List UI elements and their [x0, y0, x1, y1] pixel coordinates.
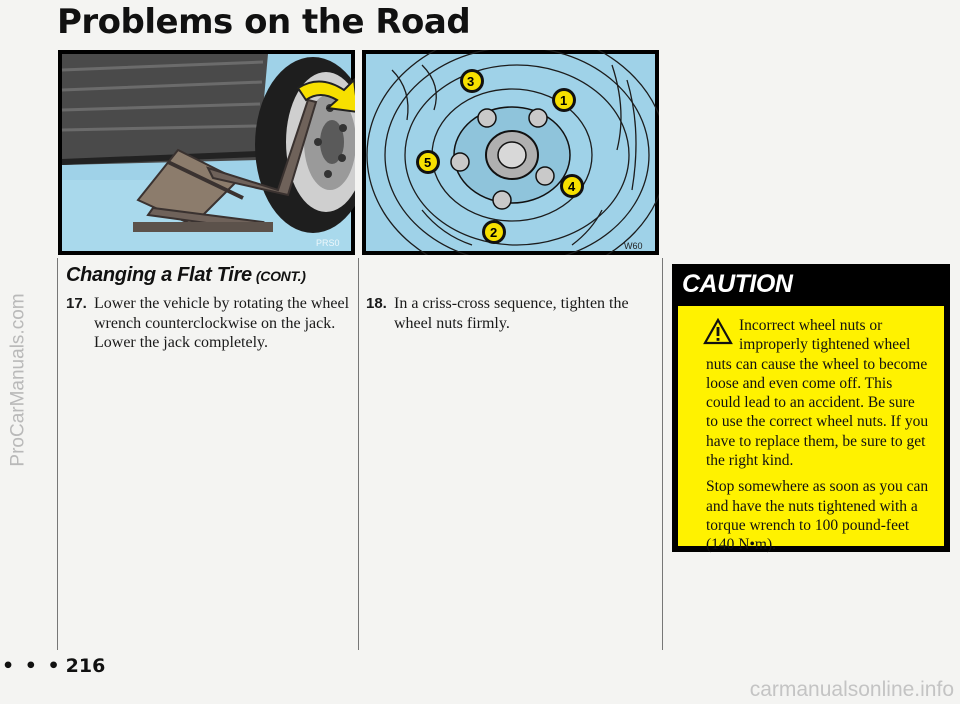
nut-label-3: 3 — [467, 74, 475, 89]
warning-triangle-icon — [703, 318, 733, 345]
step-text: Lower the vehicle by rotating the wheel wrench counterclockwise on the jack. Lower the jack completely. — [94, 295, 350, 351]
page-number-dots: • • • — [2, 655, 62, 677]
step-number: 18. — [366, 295, 387, 312]
step-number: 17. — [66, 295, 87, 312]
step-18 — [366, 294, 651, 333]
caution-heading: CAUTION — [682, 270, 793, 298]
side-watermark — [2, 180, 36, 580]
column-divider-right — [662, 258, 663, 650]
caution-paragraph-1 — [706, 316, 930, 470]
section-heading-text: Changing a Flat Tire — [66, 264, 252, 286]
column-divider-left — [57, 258, 58, 650]
section-heading — [66, 264, 306, 287]
step-17 — [66, 294, 356, 353]
caution-body — [678, 306, 944, 554]
page-title: Problems on the Road — [57, 2, 471, 42]
nut-label-4: 4 — [568, 179, 576, 194]
bottom-watermark: carmanualsonline.info — [749, 678, 954, 701]
nut-label-2: 2 — [490, 225, 498, 240]
step-text: In a criss-cross sequence, tighten the wheel nuts firmly. — [394, 295, 629, 332]
nut-label-5: 5 — [424, 155, 432, 170]
jack-illustration — [58, 50, 355, 255]
figure-code-jack: PRS0 — [316, 238, 340, 248]
nut-label-1: 1 — [560, 93, 568, 108]
page-number-value: 216 — [65, 655, 106, 677]
page-number — [2, 655, 105, 677]
section-heading-cont: (CONT.) — [255, 268, 306, 284]
caution-box — [672, 264, 950, 552]
wheel-nut-sequence-illustration — [362, 50, 659, 255]
figure-code-wheel: W60 — [624, 241, 643, 251]
column-divider-middle — [358, 258, 359, 650]
caution-paragraph-1-text: Incorrect wheel nuts or improperly tightened wheel nuts can cause the wheel to become loose and even come off. This could lead to an accident. Be sure to use the correct wheel nuts. If you have to replace them, be sure to get the right kind. — [706, 317, 929, 470]
caution-paragraph-2: Stop somewhere as soon as you can and have the nuts tightened with a torque wrench to 100 pound-feet (140 N•m). — [706, 478, 929, 554]
side-watermark-text: ProCarManuals.com — [8, 293, 30, 467]
